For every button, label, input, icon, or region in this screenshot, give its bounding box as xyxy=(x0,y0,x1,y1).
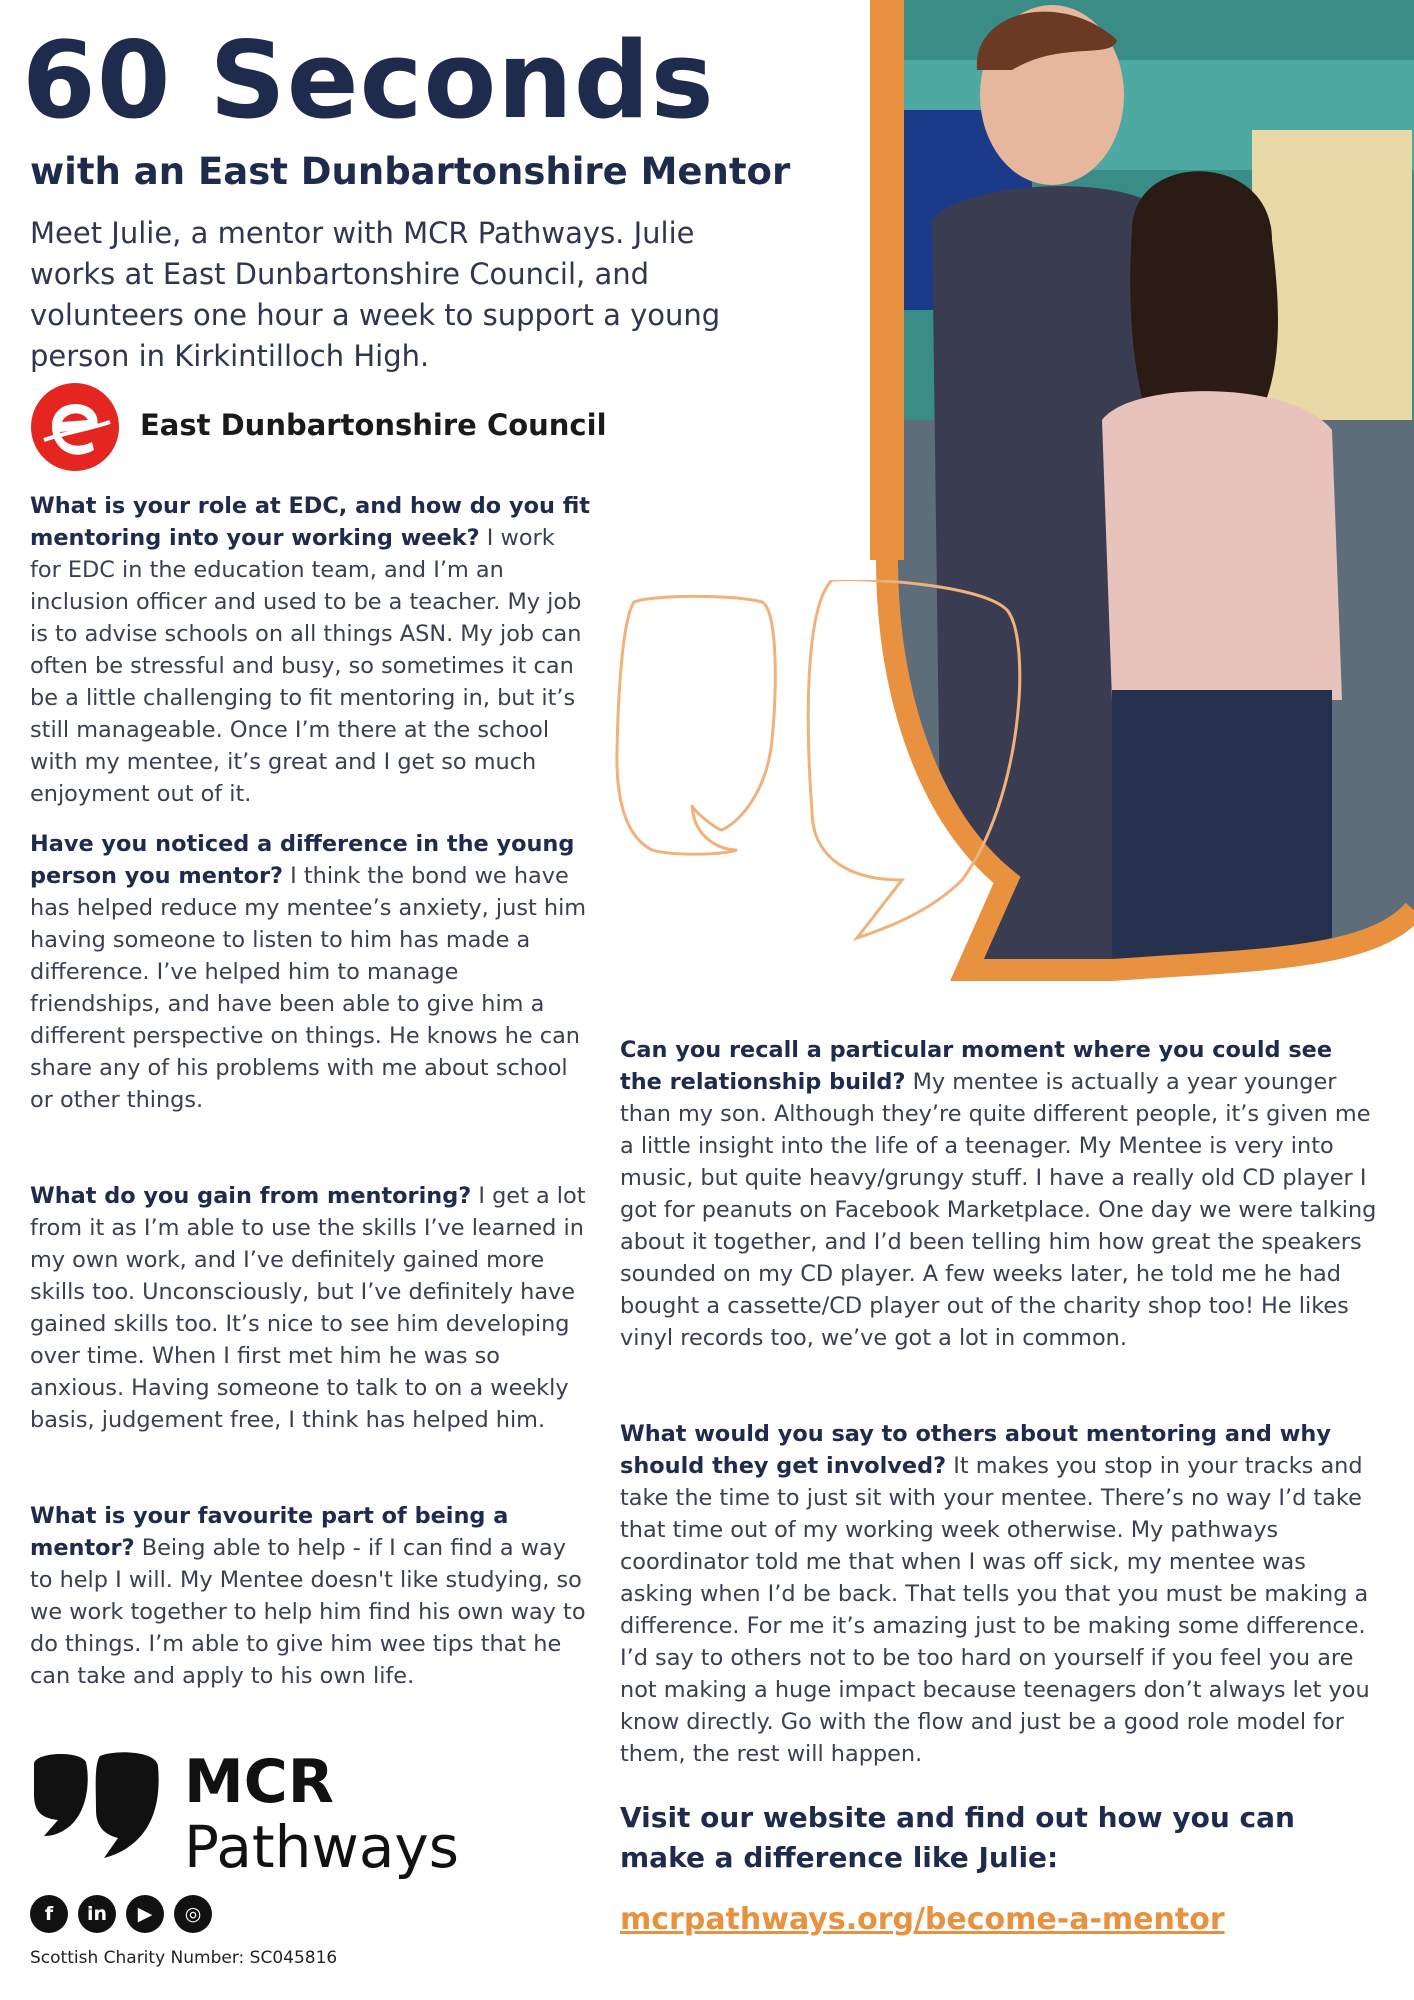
qa-gain xyxy=(30,1180,590,1436)
qa-advice xyxy=(620,1418,1380,1770)
become-mentor-link[interactable]: mcrpathways.org/become-a-mentor xyxy=(620,1902,1225,1937)
social-links xyxy=(30,1895,212,1933)
qa-difference xyxy=(30,828,590,1116)
page-title: 60 Seconds xyxy=(22,19,715,142)
qa-moment xyxy=(620,1034,1380,1354)
qa-favourite xyxy=(30,1500,590,1692)
mcr-brand-word: MCR xyxy=(184,1747,334,1817)
answer-text: I work for EDC in the education team, and I’m an inclusion officer and used to be a teacher. My job is to advise schools on all things ASN. My job can often be stressful and busy, so sometimes it can be a little challenging to fit mentoring in, but it’s still manageable. Once I’m there at the school with my mentee, it’s great and I get so much enjoyment out of it. xyxy=(30,525,582,807)
answer-text: Being able to help - if I can find a way to help I will. My Mentee doesn't like studying, so we work together to help him find his own way to do things. I’m able to give him wee tips that he can take and apply to his own life. xyxy=(30,1535,586,1689)
answer-text: It makes you stop in your tracks and take the time to just sit with your mentee. There’s no way I’d take that time out of my working week otherwise. My pathways coordinator told me that when I was off sick, my mentee was asking when I’d be back. That tells you that you must be making a difference. For me it’s amazing just to be making some difference. I’d say to others not to be too hard on yourself if you feel you are not making a huge impact because teenagers don’t always let you know directly. Go with the flow and just be a good role model for them, the rest will happen. xyxy=(620,1453,1370,1767)
answer-text: My mentee is actually a year younger than my son. Although they’re quite different people, it’s given me a little insight into the life of a teenager. My Mentee is very into music, but quite heavy/grungy stuff. I have a really old CD player I got for peanuts on Facebook Marketplace. One day we were talking about it together, and I’d been telling him how great the speakers sounded on my CD player. A few weeks later, he told me he had bought a cassette/CD player out of the charity shop too! He likes vinyl records too, we’ve got a lot in common. xyxy=(620,1069,1377,1351)
question-text: What would you say to others about mentoring and why should they get involved? xyxy=(620,1421,1331,1479)
question-text: What is your role at EDC, and how do you fit mentoring into your working week? xyxy=(30,493,590,551)
instagram-icon[interactable]: ◎ xyxy=(174,1895,212,1933)
charity-number: Scottish Charity Number: SC045816 xyxy=(30,1948,338,1968)
edc-e-logo-icon xyxy=(30,382,120,472)
question-text: What is your favourite part of being a mentor? xyxy=(30,1503,509,1561)
answer-text: I get a lot from it as I’m able to use the skills I’ve learned in my own work, and I’ve definitely gained more skills too. Unconsciously, but I’ve definitely have gained skills too. It’s nice to see him developing over time. When I first met him he was so anxious. Having someone to talk to on a weekly basis, judgement free, I think has helped him. xyxy=(30,1183,586,1433)
page-subtitle: with an East Dunbartonshire Mentor xyxy=(30,150,791,193)
pathways-brand-word: Pathways xyxy=(184,1813,459,1881)
youtube-icon[interactable]: ▶ xyxy=(126,1895,164,1933)
mcr-quote-logo-icon xyxy=(30,1750,162,1860)
linkedin-icon[interactable]: in xyxy=(78,1895,116,1933)
cta-text: Visit our website and find out how you can make a difference like Julie: xyxy=(620,1801,1295,1874)
question-text: Can you recall a particular moment where you could see the relationship build? xyxy=(620,1037,1333,1095)
question-text: What do you gain from mentoring? xyxy=(30,1183,472,1209)
quote-marks-icon xyxy=(612,580,1072,960)
answer-text: I think the bond we have has helped reduce my mentee’s anxiety, just him having someone to listen to him has made a difference. I’ve helped him to manage friendships, and have been able to give him a different perspective on things. He knows he can share any of his problems with me about school or other things. xyxy=(30,863,587,1113)
question-text: Have you noticed a difference in the young person you mentor? xyxy=(30,831,575,889)
qa-role xyxy=(30,490,590,810)
council-name: East Dunbartonshire Council xyxy=(140,408,607,442)
facebook-icon[interactable]: f xyxy=(30,1895,68,1933)
intro-paragraph: Meet Julie, a mentor with MCR Pathways. Julie works at East Dunbartonshire Council, and volunteers one hour a week to support a young person in Kirkintilloch High. xyxy=(30,216,721,373)
